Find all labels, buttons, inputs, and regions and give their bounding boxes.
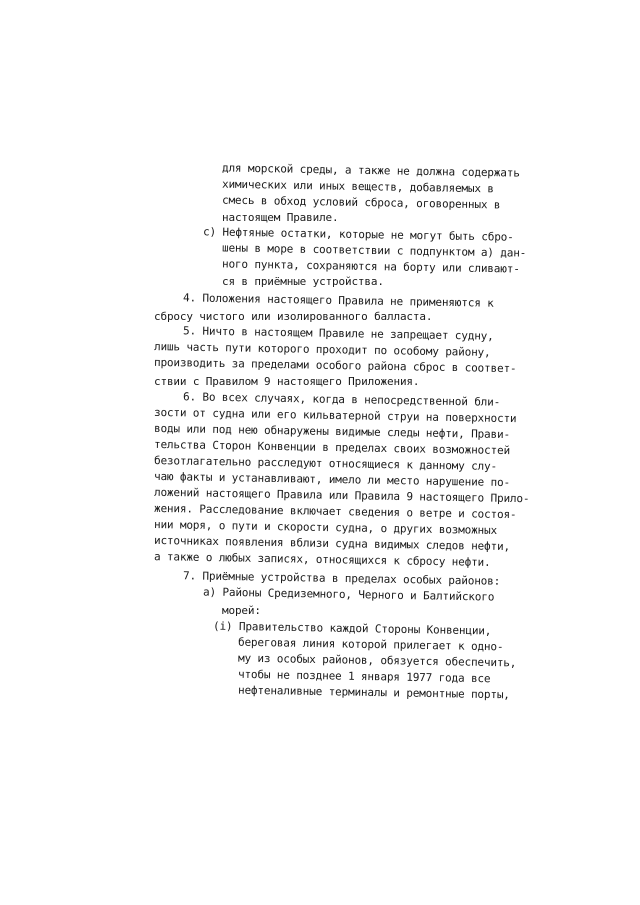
- text-line: 7. Приёмные устройства в пределах особых районов:: [182, 569, 501, 588]
- text-line: лишь часть пути которого проходит по особому району,: [153, 340, 491, 359]
- text-line: безотлагательно расследуют относящиеся к данному слу-: [153, 454, 498, 473]
- text-line: смесь в обход условий сброса, оговоренных в: [221, 193, 501, 212]
- text-line: (i) Правительство каждой Стороны Конвенции,: [212, 619, 492, 638]
- text-line: шены в море в соответствии с подпунктом а) дан-: [221, 241, 527, 260]
- text-line: сбросу чистого или изолированного балласта.: [154, 310, 433, 323]
- text-line: ся в приёмные устройства.: [222, 275, 384, 288]
- text-line: жения. Расследование включает сведения о ветре и состоя-: [153, 501, 517, 522]
- text-line: для морской среды, а также не должна содержать: [221, 161, 520, 180]
- text-line: производить за пределами особого района сброс в соответ-: [153, 355, 517, 376]
- text-line: чтобы не позднее 1 января 1977 года все: [237, 667, 491, 686]
- text-line: а) Районы Средиземного, Черного и Балтийского: [202, 585, 495, 604]
- text-line: ложений настоящего Правила или Правила 9 настоящего Прило-: [153, 485, 530, 506]
- text-line: му из особых районов, обязуется обеспечить,: [237, 651, 517, 670]
- text-line: зости от судна или его кильватерной струи на поверхности: [153, 405, 517, 426]
- text-line: ного пункта, сохраняются на борту или сливают-: [221, 257, 520, 276]
- text-line: тельства Сторон Конвенции в пределах своих возможностей: [153, 437, 511, 458]
- text-line: источниках появления вблизи судна видимых следов нефти,: [153, 533, 511, 554]
- text-line: настоящем Правиле.: [222, 211, 339, 224]
- text-line: 4. Положения настоящего Правила не применяются к: [182, 291, 494, 310]
- text-line: морей:: [222, 604, 261, 617]
- text-line: химических или иных веществ, добавляемых в: [221, 177, 494, 196]
- text-line: нии моря, о пути и скорости судна, о других возможных: [153, 518, 498, 537]
- text-line: ствии с Правилом 9 настоящего Приложения.: [154, 375, 420, 388]
- text-line: береговая линия которой прилегает к одно-: [237, 635, 504, 654]
- text-line: 5. Ничто в настоящем Правиле не запрещает судну,: [182, 324, 494, 343]
- text-line: 6. Во всех случаях, когда в непосредственной бли-: [182, 390, 501, 409]
- text-line: а также о любых записях, относящихся к сбросу нефти.: [153, 550, 491, 569]
- text-line: воды или под нею обнаружены видимые следы нефти, Прави-: [153, 421, 511, 442]
- text-line: нефтеналивные терминалы и ремонтные порты,: [237, 683, 510, 702]
- text-line: чаю факты и устанавливают, имело ли место нарушение по-: [153, 469, 511, 490]
- text-line: с) Нефтяные остатки, которые не могут быть сбро-: [202, 225, 514, 244]
